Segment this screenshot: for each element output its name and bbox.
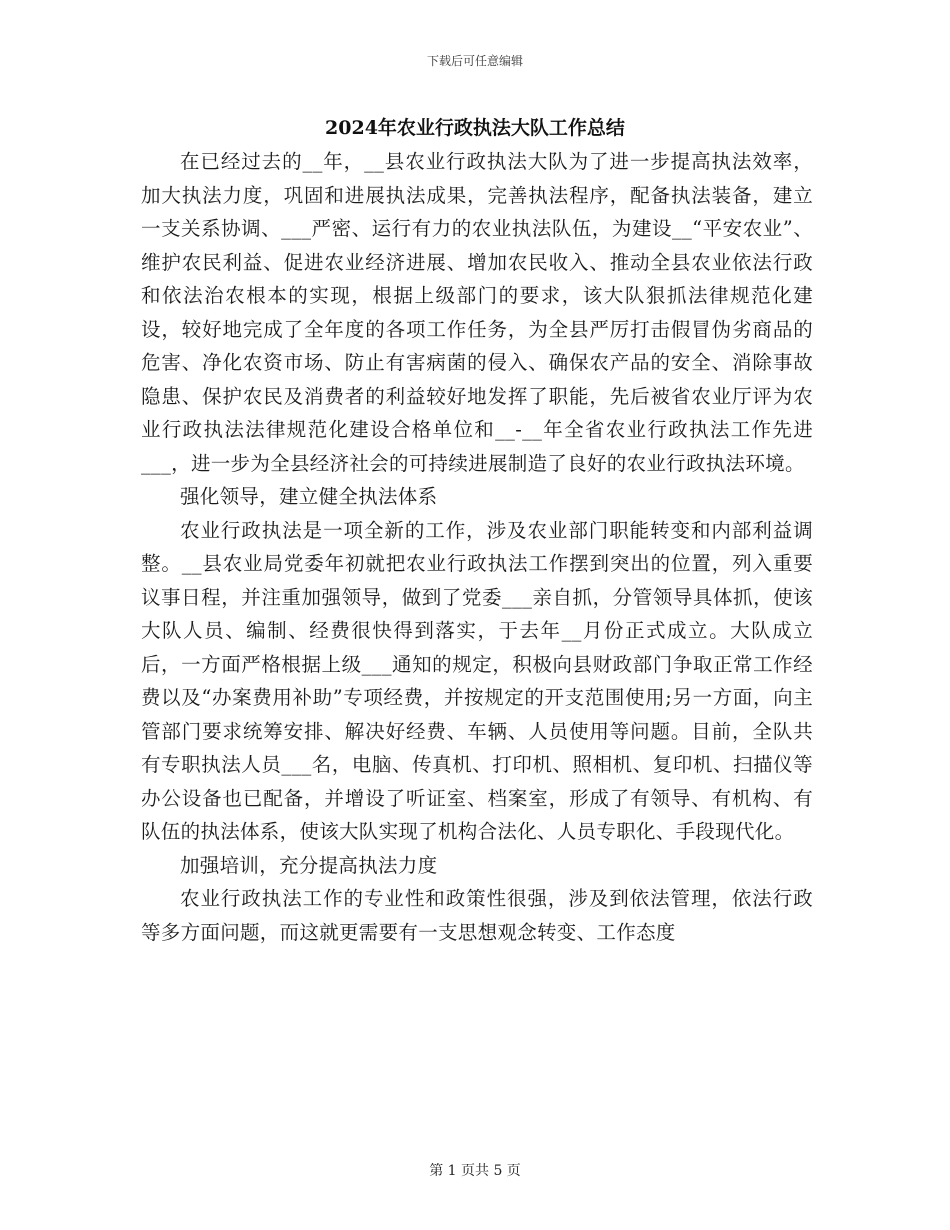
paragraph-training: 农业行政执法工作的专业性和政策性很强，涉及到依法管理，依法行政等多方面问题，而这就更需要有一支思想观念转变、工作态度: [141, 887, 813, 944]
page-number: 第 1 页共 5 页: [429, 1163, 521, 1179]
section-heading-training: 加强培训，充分提高执法力度: [180, 853, 438, 877]
paragraph-leadership: 农业行政执法是一项全新的工作，涉及农业部门职能转变和内部利益调整。__县农业局党委年初就把农业行政执法工作摆到突出的位置，列入重要议事日程，并注重加强领导，做到了党委___亲自抓，分管领导具体抓，使该大队人员、编制、经费很快得到落实，于去年__月份正式成立。大队成立后，一方面严格根据上级___通知的规定，积极向县财政部门争取正常工作经费以及“办案费用补助”专项经费，并按规定的开支范围使用;另一方面，向主管部门要求统筹安排、解决好经费、车辆、人员使用等问题。目前，全队共有专职执法人员___名，电脑、传真机、打印机、照相机、复印机、扫描仪等办公设备也已配备，并增设了听证室、档案室，形成了有领导、有机构、有队伍的执法体系，使该大队实现了机构合法化、人员专职化、手段现代化。: [141, 518, 813, 843]
paragraph-intro: 在已经过去的__年，__县农业行政执法大队为了进一步提高执法效率，加大执法力度，巩固和进展执法成果，完善执法程序，配备执法装备，建立一支关系协调、___严密、运行有力的农业执法队伍，为建设__“平安农业”、维护农民利益、促进农业经济进展、增加农民收入、推动全县农业依法行政和依法治农根本的实现，根据上级部门的要求，该大队狠抓法律规范化建设，较好地完成了全年度的各项工作任务，为全县严厉打击假冒伪劣商品的危害、净化农资市场、防止有害病菌的侵入、确保农产品的安全、消除事故隐患、保护农民及消费者的利益较好地发挥了职能，先后被省农业厅评为农业行政执法法律规范化建设合格单位和__-__年全省农业行政执法工作先进___，进一步为全县经济社会的可持续进展制造了良好的农业行政执法环境。: [141, 150, 813, 475]
document-body: [141, 145, 813, 949]
document-title: 2024年农业行政执法大队工作总结: [325, 117, 625, 139]
header-note: 下载后可任意编辑: [426, 54, 523, 68]
section-heading-leadership: 强化领导，建立健全执法体系: [180, 485, 438, 508]
